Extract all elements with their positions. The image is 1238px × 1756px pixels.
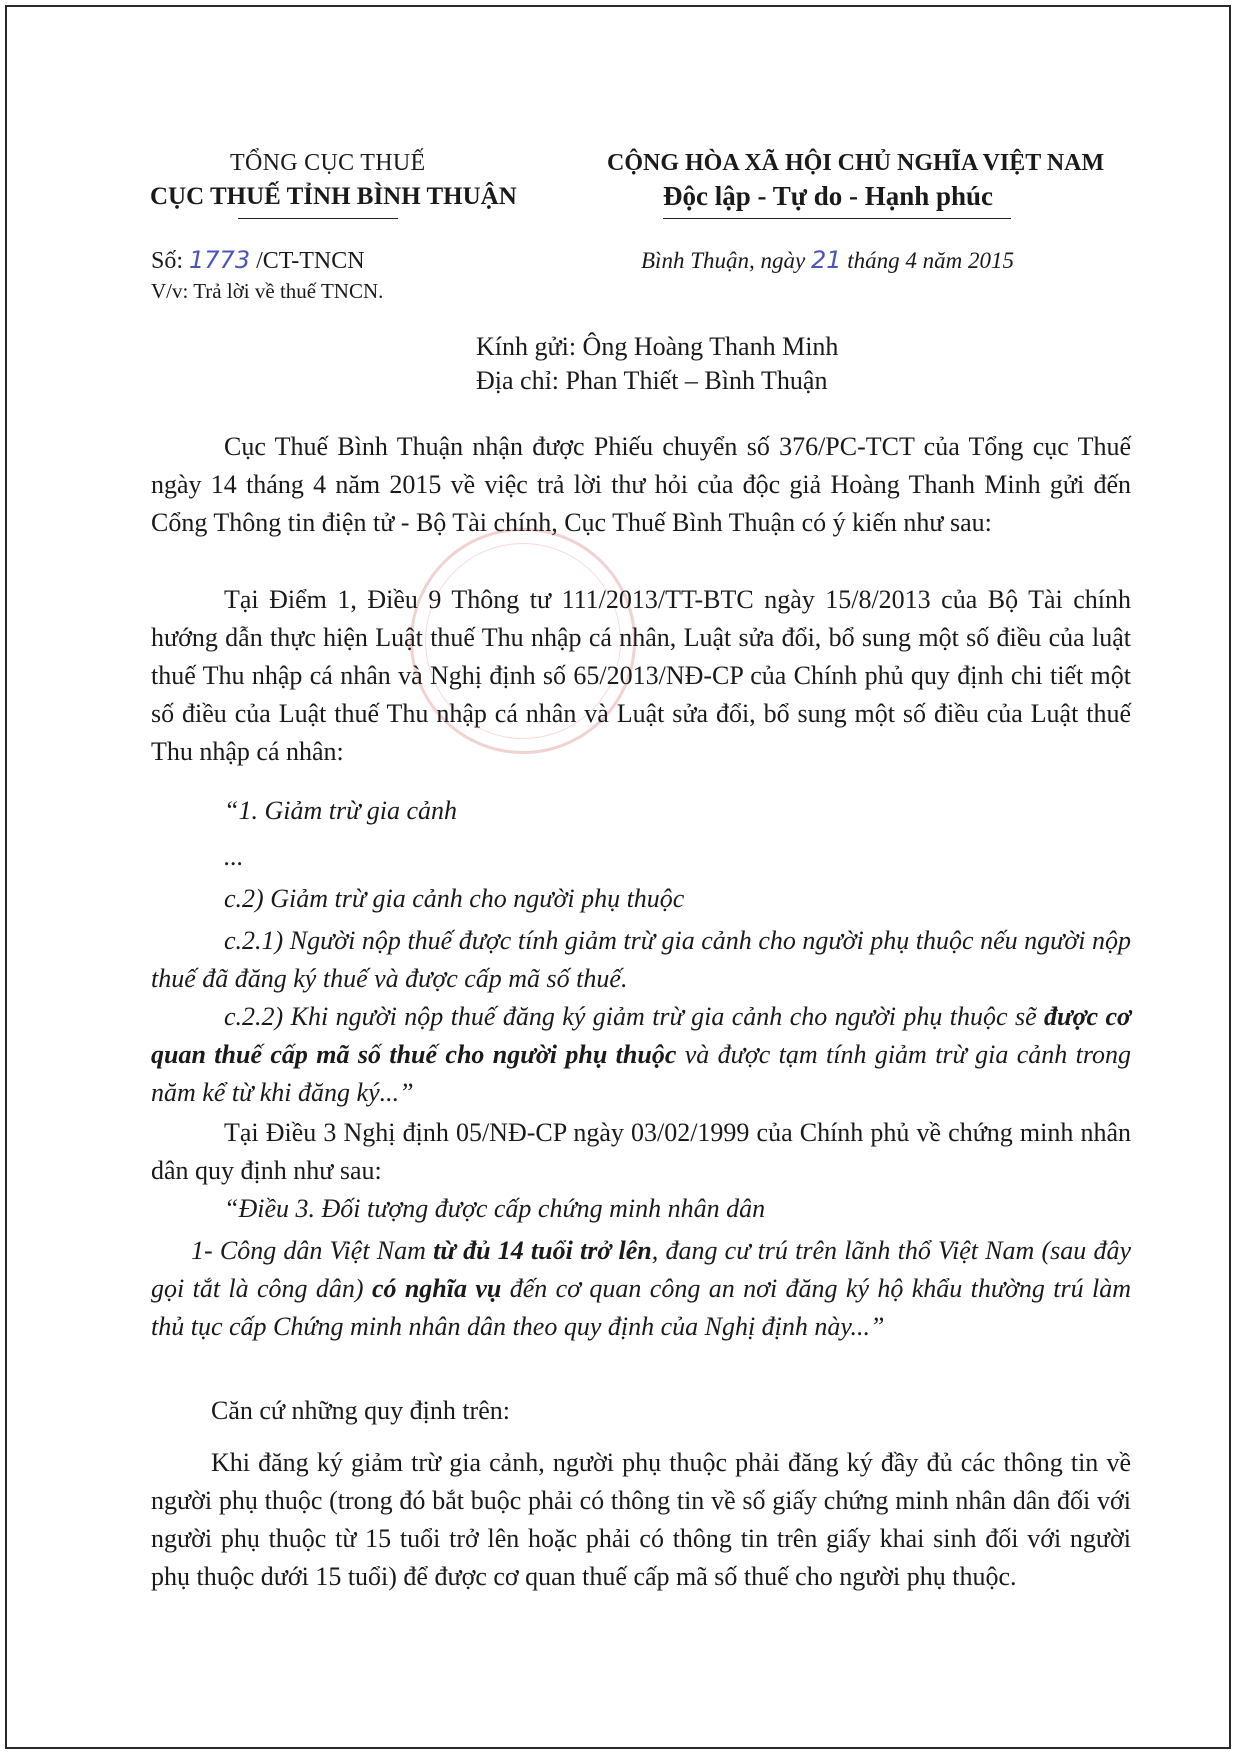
quote-ellipsis: ... (224, 842, 244, 871)
quote-clause-part-a: 1- Công dân Việt Nam (191, 1236, 434, 1265)
agency-parent: TỔNG CỤC THUẾ (230, 150, 426, 176)
document-number (151, 246, 365, 275)
body-section-4 (151, 1392, 1131, 1430)
quote-clause-bold-obligation: có nghĩa vụ (371, 1274, 502, 1303)
quote-clause-part-e: đến cơ quan công an nơi đăng ký hộ khẩu thường trú làm thủ tục cấp Chứng minh nhân dân theo quy định của Nghị định này...” (151, 1274, 1131, 1341)
quote-section-4 (151, 998, 1131, 1112)
intro-paragraph: Cục Thuế Bình Thuận nhận được Phiếu chuyển số 376/PC-TCT của Tổng cục Thuế ngày 14 tháng 4 năm 2015 về việc trả lời thư hỏi của độc giả Hoàng Thanh Minh gửi đến Cổng Thông tin điện tử - Bộ Tài chính, Cục Thuế Bình Thuận có ý kiến như sau: (151, 432, 1131, 537)
legal-basis-paragraph: Tại Điểm 1, Điều 9 Thông tư 111/2013/TT-BTC ngày 15/8/2013 của Bộ Tài chính hướng dẫn thực hiện Luật thuế Thu nhập cá nhân, Luật sửa đổi, bổ sung một số điều của luật thuế Thu nhập cá nhân và Nghị định số 65/2013/NĐ-CP của Chính phủ quy định chi tiết một số điều của Luật thuế Thu nhập cá nhân và Luật sửa đổi, bổ sung một số điều của Luật thuế Thu nhập cá nhân: (151, 585, 1131, 766)
body-section-3 (151, 1114, 1131, 1190)
quote-clause-part-c: , đang cư trú trên lãnh thổ Việt Nam (sau đây gọi tắt là công dân) (151, 1236, 1132, 1303)
quote-article-3-clause-1 (151, 1232, 1131, 1346)
quote-c2: c.2) Giảm trừ gia cảnh cho người phụ thuộc (224, 884, 685, 913)
conclusion-paragraph: Khi đăng ký giảm trừ gia cảnh, người phụ thuộc phải đăng ký đầy đủ các thông tin về người phụ thuộc (trong đó bắt buộc phải có thông tin về số giấy chứng minh nhân dân đối với người phụ thuộc từ 15 tuổi trở lên hoặc phải có thông tin trên giấy khai sinh đối với người phụ thuộc dưới 15 tuổi) để được cơ quan thuế cấp mã số thuế cho người phụ thuộc. (151, 1448, 1131, 1591)
recipient: Kính gửi: Ông Hoàng Thanh Minh (476, 332, 839, 361)
date-day-handwritten: 21 (810, 246, 842, 274)
quote-clause-bold-age: từ đủ 14 tuổi trở lên (433, 1236, 652, 1265)
basis-paragraph: Căn cứ những quy định trên: (211, 1396, 510, 1425)
body-section-2 (151, 581, 1131, 771)
date-suffix: tháng 4 năm 2015 (841, 248, 1014, 273)
document-number-handwritten: 1773 (189, 246, 251, 274)
agency-name: CỤC THUẾ TỈNH BÌNH THUẬN (150, 183, 517, 210)
document-subject: V/v: Trả lời về thuế TNCN. (151, 279, 384, 303)
agency-underline (238, 218, 398, 219)
quote-heading: “1. Giảm trừ gia cảnh (224, 796, 458, 825)
quote-ellipsis-block (151, 838, 1131, 876)
document-date (641, 246, 1014, 274)
quote-c22-part-c: và được tạm tính giảm trừ gia cảnh trong năm kể từ khi đăng ký...” (151, 1040, 1131, 1107)
national-motto: Độc lập - Tự do - Hạnh phúc (663, 181, 994, 211)
decree-paragraph: Tại Điều 3 Nghị định 05/NĐ-CP ngày 03/02/1999 của Chính phủ về chứng minh nhân dân quy định như sau: (151, 1118, 1131, 1185)
quote-section-2 (151, 880, 1131, 918)
quote-c22-bold: được cơ quan thuế cấp mã số thuế cho người phụ thuộc (151, 1002, 1132, 1069)
document-number-suffix: /CT-TNCN (250, 248, 365, 274)
quote-section-3 (151, 922, 1131, 998)
country-name: CỘNG HÒA XÃ HỘI CHỦ NGHĨA VIỆT NAM (607, 150, 1105, 176)
quote-article-3: “Điều 3. Đối tượng được cấp chứng minh nhân dân (224, 1194, 766, 1223)
quote-c22 (151, 998, 1131, 1112)
date-prefix: Bình Thuận, ngày (641, 248, 811, 273)
document-number-prefix: Số: (151, 248, 190, 274)
quote-section-5 (151, 1190, 1131, 1228)
quote-c22-part-a: c.2.2) Khi người nộp thuế đăng ký giảm trừ gia cảnh cho người phụ thuộc sẽ (224, 1002, 1045, 1031)
body-section-1 (151, 428, 1131, 542)
body-section-5 (151, 1444, 1131, 1596)
motto-underline (663, 218, 1011, 219)
recipient-address: Địa chỉ: Phan Thiết – Bình Thuận (476, 366, 828, 395)
quote-c21: c.2.1) Người nộp thuế được tính giảm trừ gia cảnh cho người phụ thuộc nếu người nộp thuế đã đăng ký thuế và được cấp mã số thuế. (151, 926, 1131, 993)
quote-section-6 (151, 1232, 1131, 1346)
quote-section-1 (151, 792, 1131, 830)
